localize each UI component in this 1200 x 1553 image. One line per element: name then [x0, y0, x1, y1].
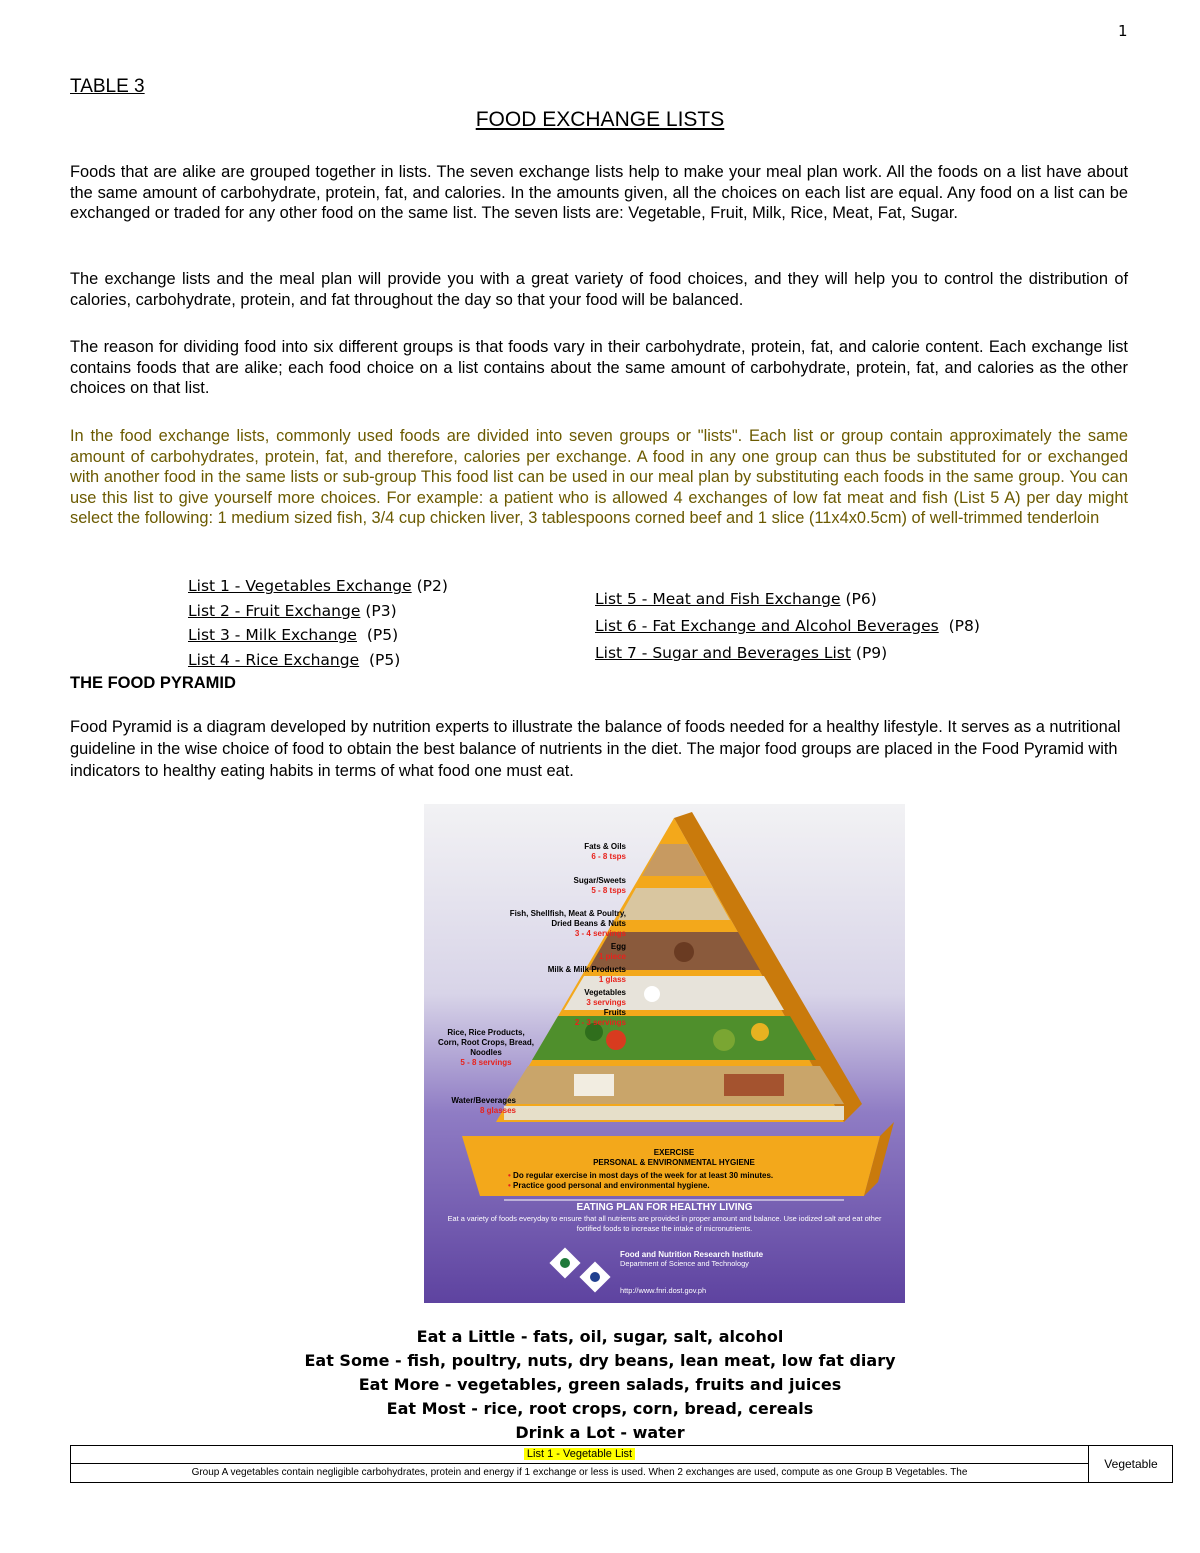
tier-label: Vegetables — [584, 988, 626, 997]
tier-label: Water/Beverages — [451, 1096, 516, 1105]
list-link[interactable]: List 3 - Milk Exchange — [188, 626, 357, 644]
eat-line: Eat Most - rice, root crops, corn, bread, cereals — [386, 1399, 814, 1418]
exchange-list-left — [188, 574, 448, 672]
tier-serving: 8 glasses — [479, 1106, 516, 1115]
eat-guidelines — [0, 1325, 1200, 1445]
list-page: (P5) — [369, 650, 401, 669]
tier-label: Sugar/Sweets — [573, 876, 626, 885]
exercise-point: • Do regular exercise in most days of the week for at least 30 minutes. — [508, 1171, 774, 1180]
tier-label: Milk & Milk Products — [547, 965, 626, 974]
tier-serving: 3 servings — [586, 998, 626, 1007]
exercise-point-text: Do regular exercise in most days of the week for at least 30 minutes. — [513, 1171, 774, 1180]
tier-serving: 1 glass — [598, 975, 626, 984]
tier-label: Rice, Rice Products, Corn, Root Crops, Bread, Noodles — [437, 1028, 534, 1057]
table-header — [71, 1446, 1088, 1464]
exercise-point-text: Practice good personal and environmental hygiene. — [513, 1181, 710, 1190]
eat-line: Eat a Little - fats, oil, sugar, salt, alcohol — [416, 1327, 784, 1346]
groups-paragraph: In the food exchange lists, commonly used foods are divided into seven groups or "lists". Each list or group contain approximately the same amount of carbohydrates, protein, fat, and therefore, calories per exchange. A food in any one group can thus be substituted for or exchanged with another food in the same lists or sub-group This food list can be used in our meal plan by substituting each foods in the same group. You can use this list to give yourself more choices. For example: a patient who is allowed 4 exchanges of low fat meat and fish (List 5 A) per day might select the following: 1 medium sized fish, 3/4 cup chicken liver, 3 tablespoons corned beef and 1 slice (11x4x0.5cm) of well-trimmed tenderloin — [70, 427, 1128, 527]
page-number: 1 — [1118, 22, 1128, 40]
tier-serving: 6 - 8 tsps — [591, 852, 626, 861]
department-name: Department of Science and Technology — [620, 1259, 749, 1268]
tier-sugar-band — [618, 888, 730, 920]
list-item — [188, 648, 448, 673]
list-page: (P3) — [365, 601, 397, 620]
intro-paragraph: Foods that are alike are grouped together in lists. The seven exchange lists help to make your meal plan work. All the foods on a list have about the same amount of carbohydrate, protein, fat, and calories. In the amounts given, all the choices on each list are equal. Any food on a list can be exchanged or traded for any other food on the same list. The seven lists are: Vegetable, Fruit, Milk, Rice, Meat, Fat, Sugar. — [70, 163, 1128, 222]
table-main-cell — [71, 1446, 1089, 1482]
list-link[interactable]: List 5 - Meat and Fish Exchange — [595, 590, 841, 608]
institute-website: http://www.fnri.dost.gov.ph — [620, 1286, 707, 1295]
vegetable-list-table — [70, 1445, 1173, 1483]
list-link[interactable]: List 7 - Sugar and Beverages List — [595, 644, 851, 662]
pyramid-paragraph: Food Pyramid is a diagram developed by nutrition experts to illustrate the balance of foods needed for a healthy lifestyle. It serves as a nutritional guideline in the wise choice of food to obtain the best balance of nutrients in the diet. The major food groups are placed in the Food Pyramid with indicators to healthy eating habits in terms of what food one must eat. — [70, 718, 1121, 780]
list-link[interactable]: List 6 - Fat Exchange and Alcohol Beverages — [595, 617, 939, 635]
list-link[interactable]: List 2 - Fruit Exchange — [188, 601, 361, 620]
list-item — [595, 640, 980, 667]
tier-label: Fruits — [603, 1008, 626, 1017]
list-page: (P5) — [366, 626, 399, 644]
list-page: (P8) — [948, 617, 980, 635]
exchange-list-right — [595, 586, 980, 667]
exercise-title: EXERCISE — [653, 1148, 695, 1157]
list-page: (P6) — [845, 590, 877, 608]
table-label: TABLE 3 — [70, 76, 145, 97]
institute-name: Food and Nutrition Research Institute — [620, 1250, 764, 1259]
table-header-text: List 1 - Vegetable List — [524, 1448, 635, 1460]
list-item — [595, 613, 980, 640]
exchange-paragraph: The exchange lists and the meal plan will provide you with a great variety of food choices, and they will help you to control the distribution of calories, carbohydrate, protein, and fat throughout the day so that your food will be balanced. — [70, 270, 1128, 309]
tier-serving: 5 - 8 servings — [460, 1058, 512, 1067]
list-link[interactable]: List 1 - Vegetables Exchange — [188, 577, 412, 595]
list-link[interactable]: List 4 - Rice Exchange — [188, 650, 360, 669]
list-item — [188, 574, 448, 599]
institute-block — [620, 1250, 890, 1295]
food-pyramid-figure — [424, 804, 905, 1303]
eating-plan-text: Eat a variety of foods everyday to ensure that all nutrients are provided in proper amount and balance. Use iodized salt and eat other fortified foods to increase the intake of micronutrients. — [447, 1214, 882, 1233]
eat-line: Drink a Lot - water — [515, 1423, 685, 1442]
eating-plan-block — [436, 1202, 893, 1234]
tier-serving: 3 - 4 servings — [574, 929, 626, 938]
list-page: (P2) — [416, 577, 448, 595]
tier-serving: 2 - 3 servings — [574, 1018, 626, 1027]
hygiene-title: PERSONAL & ENVIRONMENTAL HYGIENE — [593, 1158, 755, 1167]
list-item — [188, 623, 448, 648]
page-title: FOOD EXCHANGE LISTS — [475, 108, 725, 131]
list-item — [188, 599, 448, 624]
table-side-label: Vegetable — [1104, 1457, 1158, 1471]
reason-paragraph: The reason for dividing food into six different groups is that foods vary in their carbohydrate, protein, fat, and calorie content. Each exchange list contains foods that are alike; each food choice on a list contains about the same amount of carbohydrate, protein, fat, and calories as the other choices on that list. — [70, 338, 1128, 397]
exercise-point: • Practice good personal and environmental hygiene. — [508, 1181, 710, 1190]
list-item — [595, 586, 980, 613]
water-label — [436, 1096, 516, 1116]
tier-water-band — [504, 1106, 844, 1120]
tier-serving: 1 piece — [598, 952, 626, 961]
tier-label: Fats & Oils — [584, 842, 626, 851]
eat-line: Eat Some - fish, poultry, nuts, dry beans, lean meat, low fat diary — [304, 1351, 896, 1370]
tier-serving: 5 - 8 tsps — [591, 886, 626, 895]
tier-label: Fish, Shellfish, Meat & Poultry, Dried Beans & Nuts — [509, 909, 626, 928]
table-description: Group A vegetables contain negligible carbohydrates, protein and energy if 1 exchange or less is used. When 2 exchanges are used, compute as one Group B Vegetables. The — [191, 1467, 968, 1478]
eat-line: Eat More - vegetables, green salads, fruits and juices — [358, 1375, 842, 1394]
tier-label: Egg — [610, 942, 626, 951]
tier-labels — [424, 842, 626, 1068]
pyramid-heading: THE FOOD PYRAMID — [70, 674, 236, 692]
eating-plan-title: EATING PLAN FOR HEALTHY LIVING — [576, 1202, 753, 1213]
list-page: (P9) — [855, 644, 888, 662]
tier-rice-band — [504, 1066, 844, 1104]
exercise-block — [484, 1148, 864, 1191]
